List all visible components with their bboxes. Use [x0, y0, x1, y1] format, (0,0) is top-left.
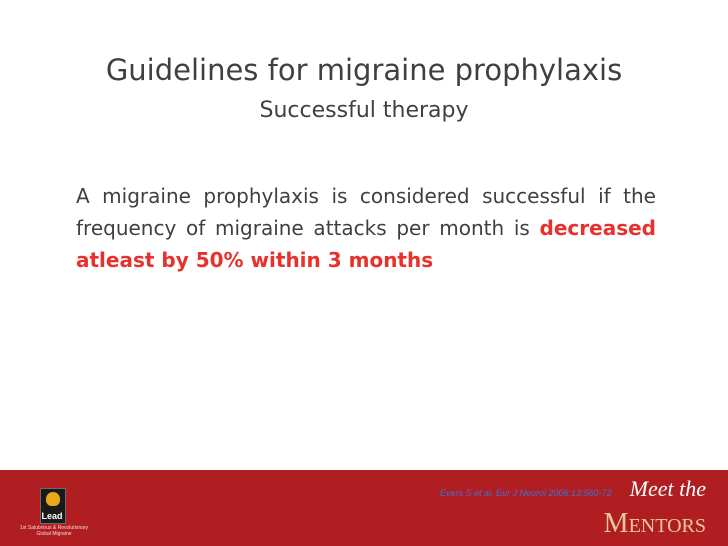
- body-text-prefix: A migraine prophylaxis is considered successful if the frequency of migraine attacks per month is: [76, 184, 656, 240]
- body-paragraph: [76, 180, 656, 276]
- brand-bottom-initial: M: [603, 508, 629, 539]
- slide-subtitle: Successful therapy: [259, 98, 469, 123]
- brand-bottom-text: [604, 508, 706, 540]
- body-highlight: decreased atleast by 50% within 3 months: [76, 216, 656, 272]
- lead-logo-text: Lead: [41, 511, 63, 521]
- meet-the-mentors-logo: [596, 474, 706, 544]
- citation: Evers S et al. Eur J Neurol 2006;13:560-72: [440, 488, 612, 498]
- lead-logo-caption: 1st Salubrious & Revolutionary Global Migraine: [19, 525, 89, 537]
- brand-top-text: Meet the: [629, 476, 706, 501]
- slide-title: Guidelines for migraine prophylaxis: [105, 53, 623, 87]
- brand-bottom-rest: ENTORS: [628, 515, 706, 537]
- lead-logo: [14, 488, 124, 540]
